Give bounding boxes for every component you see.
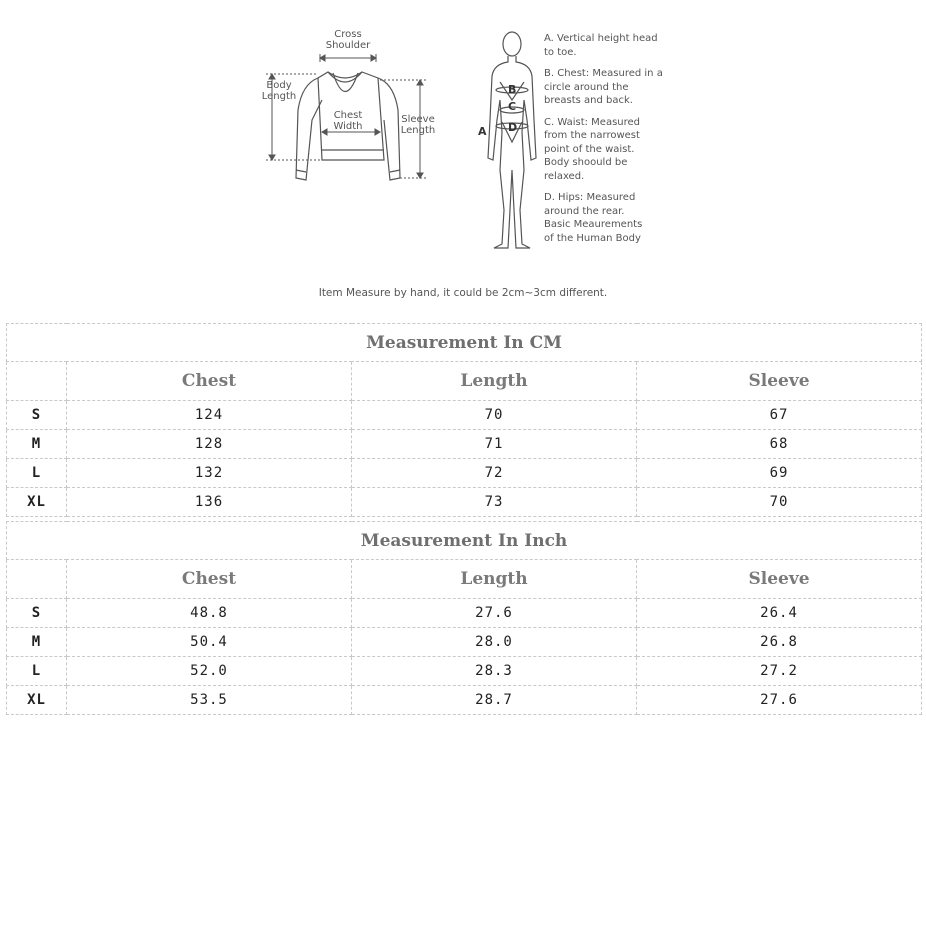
- table-row: [7, 488, 922, 517]
- header-sleeve: Sleeve: [637, 560, 922, 599]
- note-height: A. Vertical height head to toe.: [544, 33, 658, 58]
- table-row: [7, 459, 922, 488]
- size-cell: S: [7, 599, 67, 628]
- sleeve-cell: 68: [637, 430, 922, 459]
- header-sleeve: Sleeve: [637, 362, 922, 401]
- chest-cell: 50.4: [67, 628, 352, 657]
- header-size: [7, 362, 67, 401]
- header-chest: Chest: [67, 362, 352, 401]
- measure-caption: Item Measure by hand, it could be 2cm~3cm different.: [318, 287, 608, 299]
- chest-cell: 132: [67, 459, 352, 488]
- body-letter-c: C: [508, 100, 517, 113]
- body-letter-b: B: [508, 83, 517, 96]
- sleeve-cell: 26.8: [637, 628, 922, 657]
- length-cell: 28.0: [352, 628, 637, 657]
- measurement-diagram: [0, 0, 926, 310]
- sleeve-cell: 70: [637, 488, 922, 517]
- note-waist: C. Waist: Measured from the narrowest point of the waist. Body shoould be relaxed.: [544, 116, 641, 182]
- chest-cell: 52.0: [67, 657, 352, 686]
- chest-cell: 128: [67, 430, 352, 459]
- header-size: [7, 560, 67, 599]
- sleeve-cell: 27.6: [637, 686, 922, 715]
- cross-shoulder-label: Cross Shoulder: [325, 29, 371, 51]
- chest-cell: 124: [67, 401, 352, 430]
- diagram-drawing: [0, 0, 926, 310]
- table-row: [7, 657, 922, 686]
- chest-cell: 53.5: [67, 686, 352, 715]
- size-cell: L: [7, 459, 67, 488]
- size-table-inch: [6, 521, 921, 715]
- sleeve-cell: 26.4: [637, 599, 922, 628]
- table-title: Measurement In CM: [7, 324, 922, 362]
- header-length: Length: [352, 560, 637, 599]
- size-cell: L: [7, 657, 67, 686]
- table-row: [7, 628, 922, 657]
- size-cell: S: [7, 401, 67, 430]
- body-length-label: Body Length: [261, 80, 297, 102]
- size-cell: M: [7, 628, 67, 657]
- length-cell: 71: [352, 430, 637, 459]
- body-illustration: [488, 32, 536, 248]
- length-cell: 27.6: [352, 599, 637, 628]
- chest-cell: 136: [67, 488, 352, 517]
- size-cell: XL: [7, 686, 67, 715]
- length-cell: 70: [352, 401, 637, 430]
- header-length: Length: [352, 362, 637, 401]
- length-cell: 28.3: [352, 657, 637, 686]
- sleeve-cell: 67: [637, 401, 922, 430]
- size-table-cm: [6, 323, 921, 517]
- note-chest: B. Chest: Measured in a circle around the breasts and back.: [544, 68, 663, 106]
- length-cell: 28.7: [352, 686, 637, 715]
- table-row: [7, 599, 922, 628]
- sleeve-cell: 27.2: [637, 657, 922, 686]
- note-hips: D. Hips: Measured around the rear. Basic Meaurements of the Human Body: [544, 192, 643, 244]
- sleeve-length-label: Sleeve Length: [400, 114, 436, 136]
- size-cell: M: [7, 430, 67, 459]
- table-title: Measurement In Inch: [7, 522, 922, 560]
- table-row: [7, 401, 922, 430]
- header-chest: Chest: [67, 560, 352, 599]
- length-cell: 73: [352, 488, 637, 517]
- table-row: [7, 430, 922, 459]
- sleeve-cell: 69: [637, 459, 922, 488]
- chest-width-label: Chest Width: [333, 110, 363, 132]
- size-cell: XL: [7, 488, 67, 517]
- table-row: [7, 686, 922, 715]
- body-letter-a: A: [478, 125, 487, 138]
- measurement-notes: [544, 32, 674, 253]
- body-letter-d: D: [508, 121, 518, 134]
- chest-cell: 48.8: [67, 599, 352, 628]
- length-cell: 72: [352, 459, 637, 488]
